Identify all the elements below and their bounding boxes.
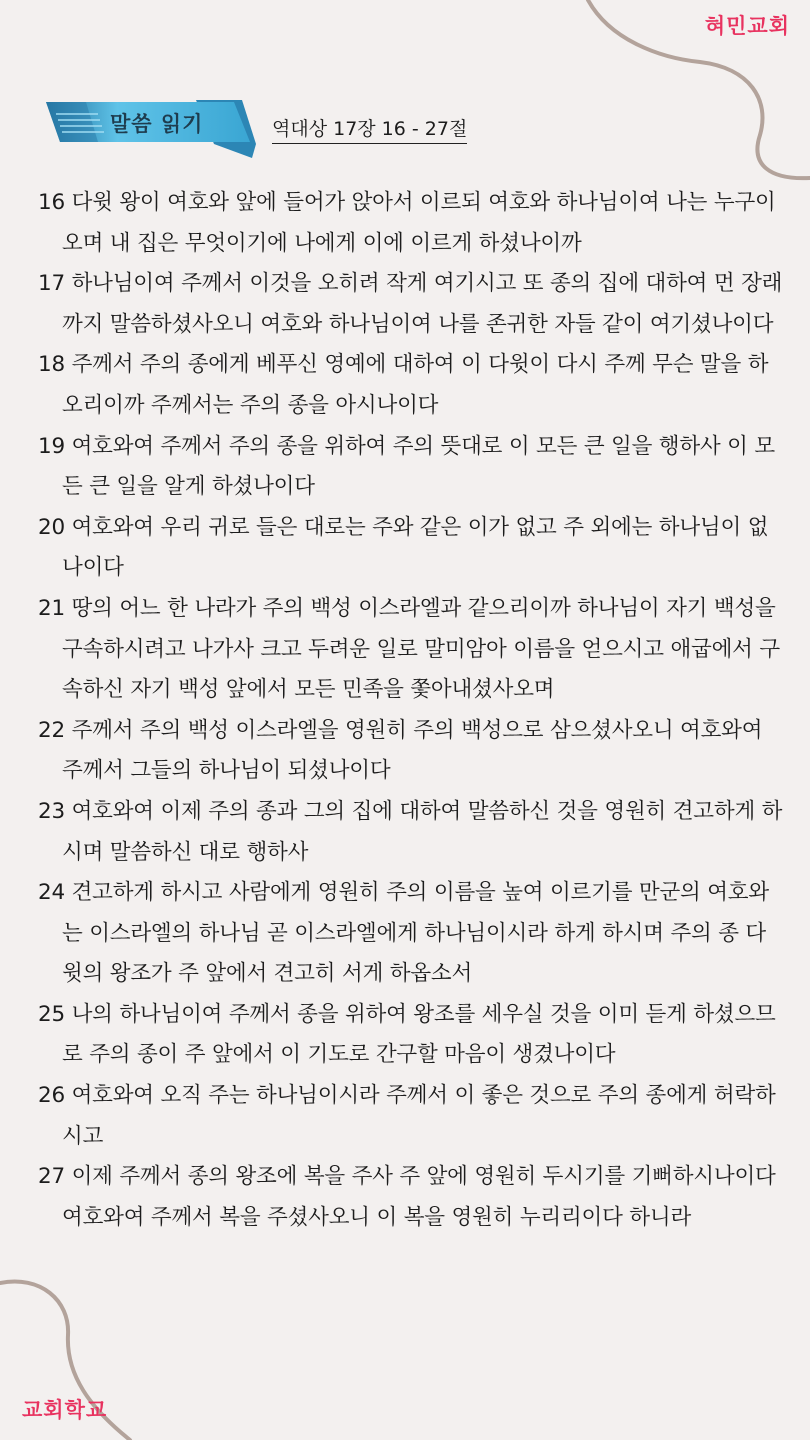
verse-24: 24 견고하게 하시고 사람에게 영원히 주의 이름을 높여 이르기를 만군의 여호와는 이스라엘의 하나님 곧 이스라엘에게 하나님이시라 하게 하시며 주의 종 다윗의 왕조가 주 앞에서 견고히 서게 하옵소서 <box>38 880 769 987</box>
church-logo-top: 혀민교회 <box>704 14 790 38</box>
banner-title: 말씀 읽기 <box>110 112 204 136</box>
verse-20: 20 여호와여 우리 귀로 들은 대로는 주와 같은 이가 없고 주 외에는 하나님이 없나이다 <box>38 514 769 581</box>
verse-16: 16 다윗 왕이 여호와 앞에 들어가 앉아서 이르되 여호와 하나님이여 나는 누구이오며 내 집은 무엇이기에 나에게 이에 이르게 하셨나이까 <box>38 190 776 256</box>
verse-19: 19 여호와여 주께서 주의 종을 위하여 주의 뜻대로 이 모든 큰 일을 행하사 이 모든 큰 일을 알게 하셨나이다 <box>38 433 775 500</box>
verse-22: 22 주께서 주의 백성 이스라엘을 영원히 주의 백성으로 삼으셨사오니 여호와여 주께서 그들의 하나님이 되셨나이다 <box>38 717 763 784</box>
verse-18: 18 주께서 주의 종에게 베푸신 영예에 대하여 이 다윗이 다시 주께 무슨 말을 하오리이까 주께서는 주의 종을 아시나이다 <box>38 352 769 418</box>
verse-23: 23 여호와여 이제 주의 종과 그의 집에 대하여 말씀하신 것을 영원히 견고하게 하시며 말씀하신 대로 행하사 <box>38 798 783 865</box>
church-school-logo: 교회학교 <box>22 1398 108 1422</box>
verse-17: 17 하나님이여 주께서 이것을 오히려 작게 여기시고 또 종의 집에 대하여 먼 장래까지 말씀하셨사오니 여호와 하나님이여 나를 존귀한 자들 같이 여기셨나이다 <box>38 271 783 337</box>
verse-21: 21 땅의 어느 한 나라가 주의 백성 이스라엘과 같으리이까 하나님이 자기 백성을 구속하시려고 나가사 크고 두려운 일로 말미암아 이름을 얻으시고 애굽에서 구속하신 자기 백성 앞에서 모든 민족을 쫓아내셨사오며 <box>38 595 780 703</box>
verse-27: 27 이제 주께서 종의 왕조에 복을 주사 주 앞에 영원히 두시기를 기뻐하시나이다 여호와여 주께서 복을 주셨사오니 이 복을 영원히 누리리이다 하니라 <box>38 1164 776 1230</box>
verse-25: 25 나의 하나님이여 주께서 종을 위하여 왕조를 세우실 것을 이미 듣게 하셨으므로 주의 종이 주 앞에서 이 기도로 간구할 마음이 생겼나이다 <box>38 1001 776 1068</box>
verse-26: 26 여호와여 오직 주는 하나님이시라 주께서 이 좋은 것으로 주의 종에게 허락하시고 <box>38 1083 776 1149</box>
scripture-reference: 역대상 17장 16 - 27절 <box>272 117 467 144</box>
verse-list <box>38 183 783 1238</box>
